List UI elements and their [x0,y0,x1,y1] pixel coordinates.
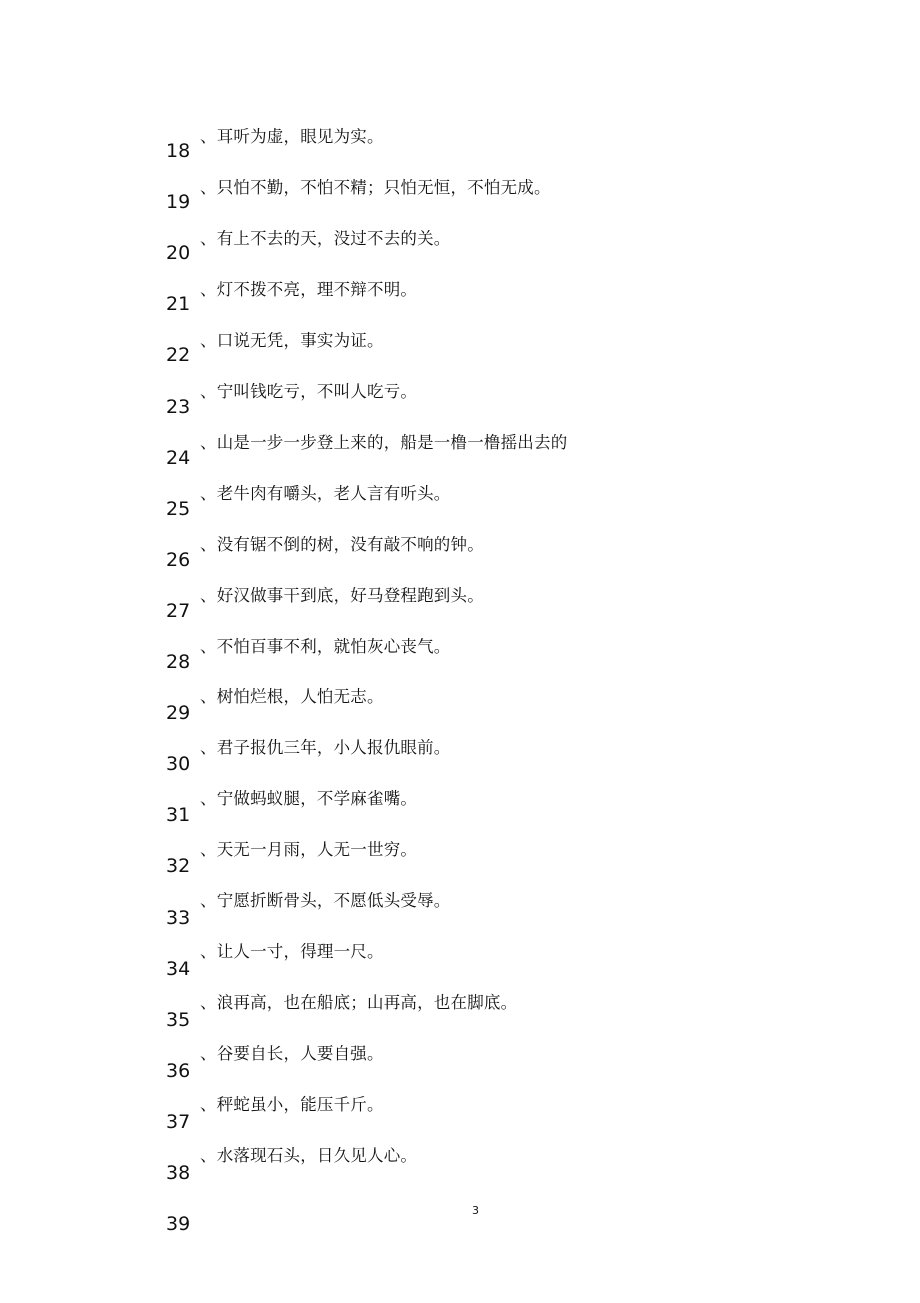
item-number: 38 [166,1162,191,1184]
proverb-line: 、浪再高，也在船底；山再高，也在脚底。 [200,993,518,1012]
item-number: 23 [166,396,191,418]
page-number: 3 [472,1204,479,1217]
proverb-line: 、宁叫钱吃亏，不叫人吃亏。 [200,382,418,401]
proverb-line: 、让人一寸，得理一尺。 [200,942,384,961]
proverb-line: 、天无一月雨，人无一世穷。 [200,840,418,859]
item-number: 33 [166,907,191,929]
item-number: 32 [166,855,191,877]
item-number: 35 [166,1009,191,1031]
proverb-line: 、没有锯不倒的树，没有敲不响的钟。 [200,535,484,554]
proverb-line: 、君子报仇三年，小人报仇眼前。 [200,738,451,757]
proverb-line: 、口说无凭，事实为证。 [200,331,384,350]
proverb-line: 、宁做蚂蚁腿，不学麻雀嘴。 [200,789,418,808]
item-number: 34 [166,958,191,980]
item-number: 30 [166,753,191,775]
item-number: 26 [166,549,191,571]
proverb-line: 、秤蛇虽小，能压千斤。 [200,1095,384,1114]
proverb-line: 、好汉做事干到底，好马登程跑到头。 [200,586,484,605]
item-number: 24 [166,447,191,469]
item-number: 20 [166,242,191,264]
proverb-line: 、耳听为虚，眼见为实。 [200,127,384,146]
proverb-line: 、不怕百事不利，就怕灰心丧气。 [200,637,451,656]
proverb-line: 、水落现石头，日久见人心。 [200,1146,418,1165]
item-number: 19 [166,191,191,213]
proverb-line: 、宁愿折断骨头，不愿低头受辱。 [200,891,451,910]
item-number: 18 [166,140,191,162]
proverb-line: 、山是一步一步登上来的，船是一橹一橹摇出去的 [200,433,568,452]
item-number: 39 [166,1213,191,1235]
item-number: 36 [166,1060,191,1082]
proverb-line: 、有上不去的天，没过不去的关。 [200,229,451,248]
proverb-line: 、灯不拨不亮，理不辩不明。 [200,280,418,299]
item-number: 31 [166,804,191,826]
item-number: 28 [166,651,191,673]
proverb-line: 、老牛肉有嚼头，老人言有听头。 [200,484,451,503]
proverb-line: 、只怕不勤，不怕不精；只怕无恒，不怕无成。 [200,178,551,197]
proverb-line: 、谷要自长，人要自强。 [200,1044,384,1063]
item-number: 21 [166,293,191,315]
item-number: 22 [166,344,191,366]
item-number: 27 [166,600,191,622]
item-number: 29 [166,702,191,724]
item-number: 37 [166,1111,191,1133]
proverb-line: 、树怕烂根，人怕无志。 [200,687,384,706]
item-number: 25 [166,498,191,520]
